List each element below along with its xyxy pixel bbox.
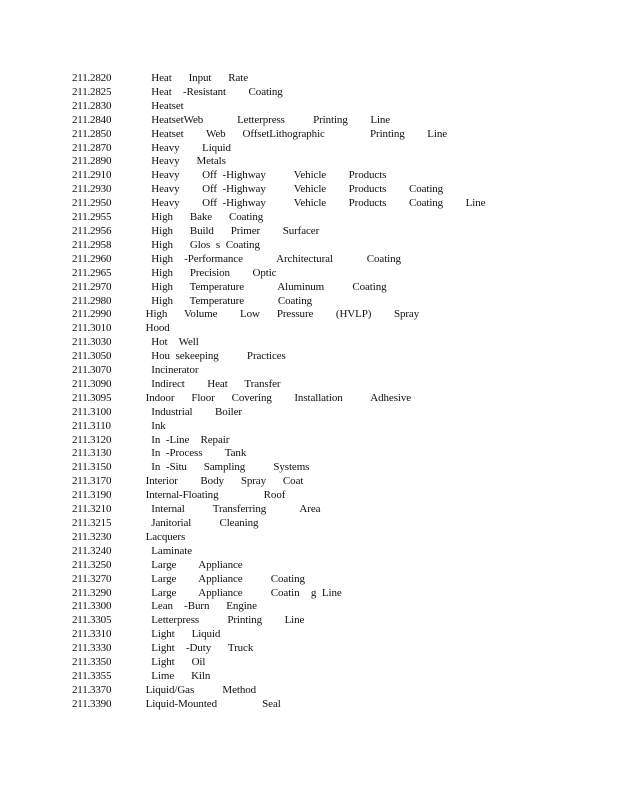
section-number: 211.3030 — [72, 336, 112, 349]
list-item — [72, 211, 592, 225]
list-item — [72, 406, 592, 420]
list-item — [72, 169, 592, 183]
defined-term: Laminate — [140, 544, 193, 557]
section-number: 211.2956 — [72, 224, 112, 237]
section-number: 211.2870 — [72, 141, 112, 154]
section-number: 211.3290 — [72, 586, 112, 599]
section-number: 211.2840 — [72, 113, 112, 126]
section-number: 211.3130 — [72, 447, 112, 460]
section-number: 211.3070 — [72, 364, 112, 377]
section-number: 211.3305 — [72, 614, 112, 627]
defined-term: High Glos s Coating — [140, 238, 260, 251]
list-item — [72, 420, 592, 434]
defined-term: Large Appliance Coatin g Line — [140, 586, 342, 599]
section-number: 211.2950 — [72, 197, 112, 210]
list-item — [72, 656, 592, 670]
defined-term: Liquid-Mounted Seal — [140, 697, 281, 710]
defined-term: Light -Duty Truck — [140, 642, 254, 655]
defined-term: High Bake Coating — [140, 211, 264, 224]
section-number: 211.2980 — [72, 294, 112, 307]
list-item — [72, 559, 592, 573]
list-item — [72, 670, 592, 684]
list-item — [72, 72, 592, 86]
section-number: 211.2910 — [72, 169, 112, 182]
section-number: 211.3240 — [72, 544, 112, 557]
defined-term: Industrial Boiler — [140, 405, 242, 418]
list-item — [72, 642, 592, 656]
list-item — [72, 155, 592, 169]
defined-term: Letterpress Printing Line — [140, 614, 305, 627]
defined-term: Heavy Off -Highway Vehicle Products Coating Line — [140, 197, 486, 210]
defined-term: High Temperature Aluminum Coating — [140, 280, 387, 293]
section-number: 211.3100 — [72, 405, 112, 418]
section-number: 211.2965 — [72, 266, 112, 279]
list-item — [72, 684, 592, 698]
list-item — [72, 239, 592, 253]
section-number: 211.3010 — [72, 322, 112, 335]
list-item — [72, 378, 592, 392]
defined-term: Heavy Metals — [140, 155, 226, 168]
section-number: 211.3150 — [72, 461, 112, 474]
section-number: 211.3210 — [72, 503, 112, 516]
defined-term: Lean -Burn Engine — [140, 600, 257, 613]
list-item — [72, 308, 592, 322]
section-number: 211.2820 — [72, 72, 112, 84]
list-item — [72, 545, 592, 559]
section-number: 211.3390 — [72, 697, 112, 710]
defined-term: High Temperature Coating — [140, 294, 313, 307]
list-item — [72, 322, 592, 336]
section-number: 211.3230 — [72, 530, 112, 543]
section-number: 211.2990 — [72, 308, 112, 321]
defined-term: Janitorial Cleaning — [140, 517, 259, 529]
defined-term: In -Process Tank — [140, 447, 247, 460]
list-item — [72, 587, 592, 601]
section-number: 211.3090 — [72, 377, 112, 390]
defined-term: Heatset — [140, 99, 184, 112]
list-item — [72, 350, 592, 364]
defined-term: Heatset Web OffsetLithographic Printing Line — [140, 127, 448, 140]
defined-term: Lime Kiln — [140, 669, 211, 682]
defined-term: Heavy Off -Highway Vehicle Products — [140, 169, 387, 182]
defined-term: Light Oil — [140, 656, 206, 669]
defined-term: High Volume Low Pressure (HVLP) Spray — [140, 308, 420, 321]
section-number: 211.2958 — [72, 238, 112, 251]
definition-index-list — [72, 72, 592, 712]
defined-term: Large Appliance Coating — [140, 572, 305, 585]
section-number: 211.3110 — [72, 419, 111, 432]
defined-term: Incinerator — [140, 364, 199, 377]
section-number: 211.3120 — [72, 433, 112, 446]
defined-term: High Build Primer Surfacer — [140, 224, 320, 237]
defined-term: Internal-Floating Roof — [140, 489, 286, 502]
list-item — [72, 142, 592, 156]
list-item — [72, 253, 592, 267]
list-item — [72, 698, 592, 712]
list-item — [72, 447, 592, 461]
defined-term: Light Liquid — [140, 628, 221, 641]
defined-term: In -Line Repair — [140, 433, 230, 446]
list-item — [72, 600, 592, 614]
section-number: 211.3355 — [72, 669, 112, 682]
defined-term: Lacquers — [140, 530, 186, 543]
section-number: 211.2955 — [72, 211, 112, 224]
section-number: 211.2970 — [72, 280, 112, 293]
list-item — [72, 364, 592, 378]
defined-term: High Precision Optic — [140, 266, 277, 279]
list-item — [72, 197, 592, 211]
section-number: 211.2850 — [72, 127, 112, 140]
defined-term: Hou sekeeping Practices — [140, 350, 286, 363]
defined-term: Heat -Resistant Coating — [140, 85, 283, 98]
section-number: 211.2825 — [72, 85, 112, 98]
section-number: 211.3095 — [72, 391, 112, 404]
list-item — [72, 267, 592, 281]
list-item — [72, 114, 592, 128]
defined-term: In -Situ Sampling Systems — [140, 461, 310, 474]
list-item — [72, 461, 592, 475]
defined-term: Indirect Heat Transfer — [140, 377, 281, 390]
list-item — [72, 128, 592, 142]
section-number: 211.2830 — [72, 99, 112, 112]
list-item — [72, 628, 592, 642]
defined-term: Heavy Off -Highway Vehicle Products Coating — [140, 183, 444, 196]
section-number: 211.3215 — [72, 517, 112, 529]
list-item — [72, 225, 592, 239]
list-item — [72, 295, 592, 309]
defined-term: Indoor Floor Covering Installation Adhesive — [140, 391, 412, 404]
section-number: 211.2930 — [72, 183, 112, 196]
list-item — [72, 434, 592, 448]
section-number: 211.3050 — [72, 350, 112, 363]
defined-term: High -Performance Architectural Coating — [140, 252, 401, 265]
list-item — [72, 614, 592, 628]
defined-term: Heat Input Rate — [140, 72, 249, 84]
section-number: 211.3330 — [72, 642, 112, 655]
defined-term: HeatsetWeb Letterpress Printing Line — [140, 113, 391, 126]
section-number: 211.3350 — [72, 656, 112, 669]
section-number: 211.3170 — [72, 475, 112, 488]
list-item — [72, 573, 592, 587]
list-item — [72, 100, 592, 114]
section-number: 211.3370 — [72, 683, 112, 696]
section-number: 211.3300 — [72, 600, 112, 613]
list-item — [72, 503, 592, 517]
defined-term: Ink — [140, 419, 166, 432]
section-number: 211.3190 — [72, 489, 112, 502]
list-item — [72, 531, 592, 545]
list-item — [72, 336, 592, 350]
defined-term: Heavy Liquid — [140, 141, 231, 154]
section-number: 211.3270 — [72, 572, 112, 585]
section-number: 211.2890 — [72, 155, 112, 168]
defined-term: Interior Body Spray Coat — [140, 475, 304, 488]
list-item — [72, 86, 592, 100]
list-item — [72, 475, 592, 489]
defined-term: Hot Well — [140, 336, 199, 349]
defined-term: Large Appliance — [140, 558, 243, 571]
defined-term: Hood — [140, 322, 170, 335]
section-number: 211.3310 — [72, 628, 112, 641]
list-item — [72, 281, 592, 295]
section-number: 211.3250 — [72, 558, 112, 571]
list-item — [72, 183, 592, 197]
list-item — [72, 392, 592, 406]
section-number: 211.2960 — [72, 252, 112, 265]
list-item — [72, 517, 592, 531]
list-item — [72, 489, 592, 503]
defined-term: Liquid/Gas Method — [140, 683, 257, 696]
defined-term: Internal Transferring Area — [140, 503, 321, 516]
